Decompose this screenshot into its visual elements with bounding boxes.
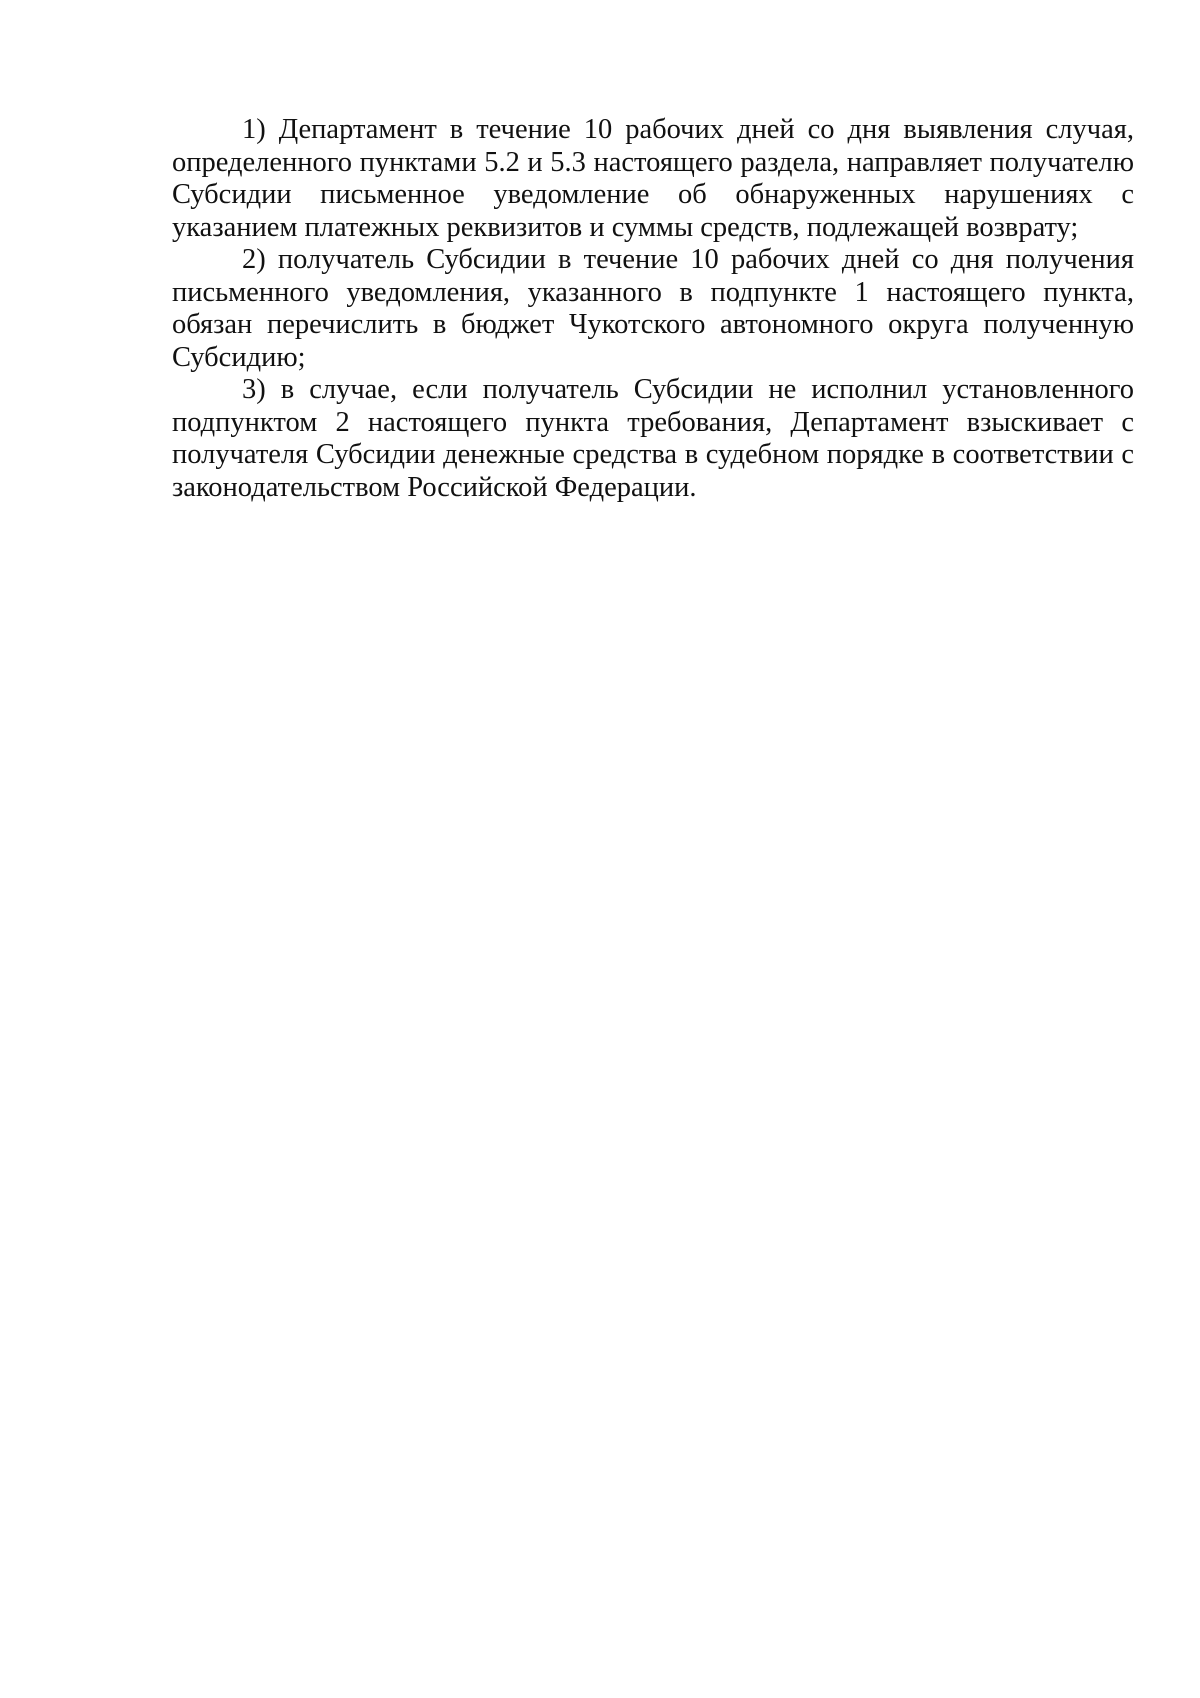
- paragraph-1: 1) Департамент в течение 10 рабочих дней со дня выявления случая, определенного пунктами 5.2 и 5.3 настоящего раздела, направляет получателю Субсидии письменное уведомление об обнаруженных нарушениях с указанием платежных реквизитов и суммы средств, подлежащей возврату;: [172, 114, 1134, 243]
- paragraph-3: 3) в случае, если получатель Субсидии не исполнил установленного подпунктом 2 настоящего пункта требования, Департамент взыскивает с получателя Субсидии денежные средства в судебном порядке в соответствии с законодательством Российской Федерации.: [172, 374, 1134, 503]
- paragraph-2: 2) получатель Субсидии в течение 10 рабочих дней со дня получения письменного уведомления, указанного в подпункте 1 настоящего пункта, обязан перечислить в бюджет Чукотского автономного округа полученную Субсидию;: [172, 244, 1134, 373]
- document-body: [172, 114, 1134, 504]
